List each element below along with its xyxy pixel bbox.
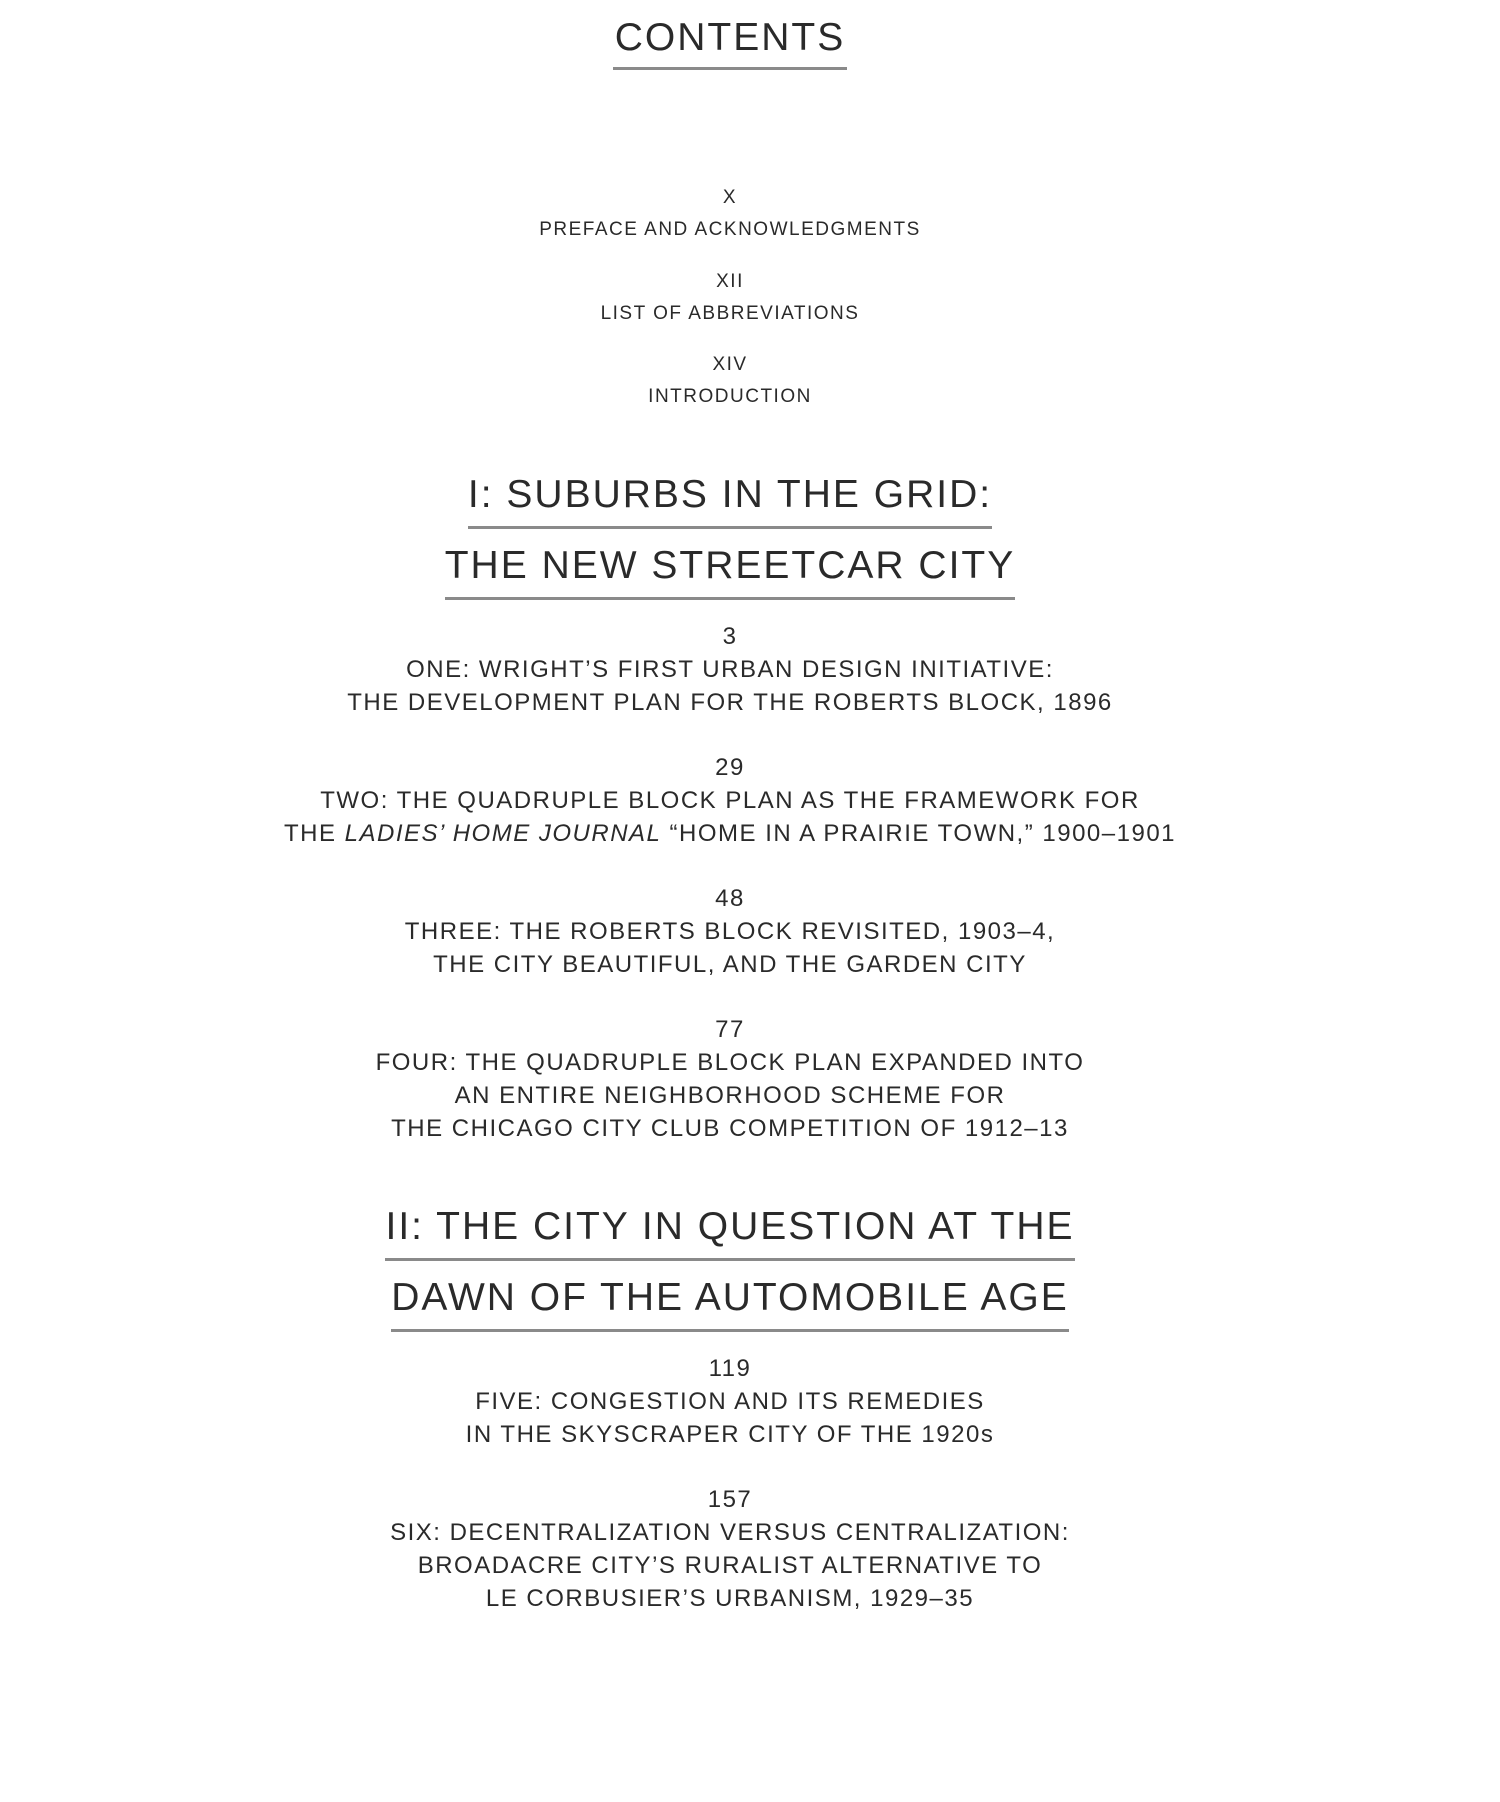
toc-chapter-text: THE [283, 820, 345, 847]
part-two-title-2: DAWN OF THE AUTOMOBILE AGE [391, 1278, 1069, 1332]
toc-chapter-line: SIX: DECENTRALIZATION VERSUS CENTRALIZATION: [390, 1519, 1070, 1546]
toc-chapter-one[interactable] [0, 620, 1460, 719]
toc-chapter-line: BROADACRE CITY’S RURALIST ALTERNATIVE TO [417, 1552, 1043, 1579]
toc-chapter-line [0, 817, 1460, 850]
toc-page-number: 3 [722, 623, 738, 650]
toc-entry-title: LIST OF ABBREVIATIONS [600, 303, 860, 324]
toc-entry-introduction[interactable] [0, 349, 1460, 413]
toc-page-number: 48 [715, 885, 745, 912]
toc-page-number: XII [716, 271, 744, 292]
toc-chapter-five[interactable] [0, 1352, 1460, 1451]
toc-chapter-line: THREE: THE ROBERTS BLOCK REVISITED, 1903–4, [404, 918, 1056, 945]
toc-chapter-line: THE CITY BEAUTIFUL, AND THE GARDEN CITY [433, 951, 1027, 978]
toc-entry-title: INTRODUCTION [648, 386, 812, 407]
part-two-heading-line1 [0, 1207, 1460, 1261]
toc-page-number: 119 [708, 1355, 752, 1382]
toc-chapter-line: THE CHICAGO CITY CLUB COMPETITION OF 1912–13 [391, 1115, 1069, 1142]
part-one-heading-line1 [0, 475, 1460, 529]
toc-chapter-four[interactable] [0, 1013, 1460, 1145]
toc-chapter-line: TWO: THE QUADRUPLE BLOCK PLAN AS THE FRAMEWORK FOR [320, 787, 1140, 814]
part-one-heading-line2 [0, 546, 1460, 600]
contents-title-text: CONTENTS [613, 18, 848, 70]
toc-chapter-line: AN ENTIRE NEIGHBORHOOD SCHEME FOR [454, 1082, 1006, 1109]
toc-chapter-line: FIVE: CONGESTION AND ITS REMEDIES [475, 1388, 985, 1415]
toc-page-number: 29 [715, 754, 745, 781]
toc-chapter-line: LE CORBUSIER’S URBANISM, 1929–35 [485, 1585, 975, 1612]
part-one-title-2: THE NEW STREETCAR CITY [445, 546, 1016, 600]
toc-chapter-six[interactable] [0, 1483, 1460, 1615]
toc-chapter-text: “HOME IN A PRAIRIE TOWN,” 1900–1901 [661, 820, 1177, 847]
toc-chapter-two[interactable] [0, 751, 1460, 850]
toc-chapter-line: IN THE SKYSCRAPER CITY OF THE 1920s [465, 1421, 995, 1448]
toc-page-number: XIV [712, 354, 748, 375]
toc-chapter-line: THE DEVELOPMENT PLAN FOR THE ROBERTS BLOCK, 1896 [347, 689, 1113, 716]
toc-chapter-line: FOUR: THE QUADRUPLE BLOCK PLAN EXPANDED INTO [375, 1049, 1085, 1076]
toc-page-number: 157 [707, 1486, 753, 1513]
part-two-title-1: II: THE CITY IN QUESTION AT THE [385, 1207, 1074, 1261]
toc-journal-title: LADIES’ HOME JOURNAL [344, 820, 662, 847]
toc-page-number: 77 [715, 1016, 745, 1043]
toc-chapter-line: ONE: WRIGHT’S FIRST URBAN DESIGN INITIATIVE: [406, 656, 1054, 683]
toc-chapter-three[interactable] [0, 882, 1460, 981]
contents-heading [0, 18, 1460, 70]
part-two-heading-line2 [0, 1278, 1460, 1332]
part-one-title-1: I: SUBURBS IN THE GRID: [468, 475, 992, 529]
toc-entry-abbreviations[interactable] [0, 266, 1460, 330]
toc-entry-title: PREFACE AND ACKNOWLEDGMENTS [539, 219, 921, 240]
toc-entry-preface[interactable] [0, 182, 1460, 246]
toc-page-number: X [722, 187, 738, 208]
